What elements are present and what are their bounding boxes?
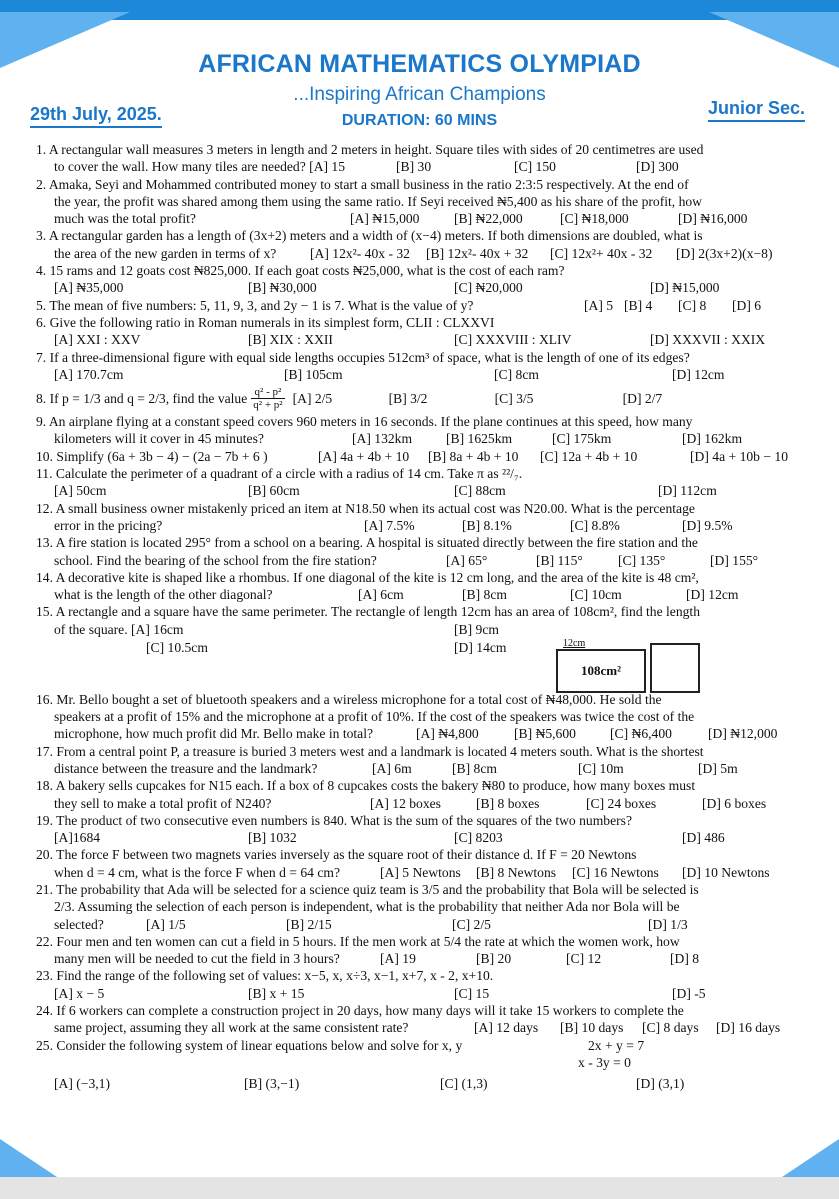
option-d: [D] ₦12,000	[708, 726, 778, 742]
question-text: 25. Consider the following system of linear equations below and solve for x, y	[36, 1037, 463, 1053]
question-11	[36, 465, 808, 500]
option-a: [A] 5 Newtons	[380, 864, 461, 880]
question-15-body	[36, 621, 808, 691]
question-10	[36, 448, 808, 465]
question-19	[36, 812, 808, 847]
option-d: [D] 16 days	[716, 1020, 781, 1036]
question-13	[36, 534, 808, 569]
option-b: [B] 1625km	[446, 431, 513, 447]
answer-options	[36, 864, 808, 881]
answer-options	[36, 517, 808, 534]
question-20	[36, 846, 808, 881]
question-text-line: kilometers will it cover in 45 minutes?	[54, 431, 264, 447]
answer-options	[36, 430, 808, 447]
option-b: [B] ₦5,600	[514, 726, 576, 742]
answer-options	[36, 210, 808, 227]
option-d: [D] 112cm	[658, 483, 717, 499]
bottom-band	[0, 1177, 839, 1199]
question-text-line: much was the total profit?	[54, 211, 196, 227]
option-c: [C] 16 Newtons	[572, 864, 659, 880]
answer-options	[36, 829, 808, 846]
option-d: [D] 8	[670, 951, 700, 967]
question-text: 13. A fire station is located 295° from a school on a bearing. A hospital is situated directly between the fire station and the	[36, 535, 698, 551]
rectangle-area-label: 108cm²	[581, 663, 621, 679]
fraction-numerator: q² - p²	[251, 386, 284, 399]
answer-options	[36, 245, 808, 262]
question-text-line: the area of the new garden in terms of x?	[54, 245, 277, 261]
question-text-line: same project, assuming they all work at the same consistent rate?	[54, 1020, 409, 1036]
option-b: [B] (3,−1)	[244, 1075, 300, 1091]
question-text: 3. A rectangular garden has a length of (3x+2) meters and a width of (x−4) meters. If both dimensions are doubled, what is	[36, 228, 703, 244]
answer-options	[36, 985, 808, 1002]
question-17	[36, 743, 808, 778]
option-c: [C] 88cm	[454, 483, 506, 499]
option-a: [A] 1/5	[146, 916, 186, 932]
option-d: [D] 12cm	[672, 366, 725, 382]
option-d: [D] 4a + 10b − 10	[690, 448, 789, 464]
option-d: [D] XXXVII : XXIX	[650, 332, 766, 348]
question-18	[36, 777, 808, 812]
option-a: [A] 7.5%	[364, 517, 415, 533]
question-text: 16. Mr. Bello bought a set of bluetooth speakers and a wireless microphone for a total cost of ₦48,000. He sold the	[36, 691, 662, 707]
question-1	[36, 141, 808, 176]
option-a: [A] 170.7cm	[54, 366, 124, 382]
option-a: [A] 132km	[352, 431, 413, 447]
question-text: 5. The mean of five numbers: 5, 11, 9, 3, and 2y − 1 is 7. What is the value of y?	[36, 297, 474, 313]
question-text: 14. A decorative kite is shaped like a rhombus. If one diagonal of the kite is 12 cm long, and the area of the kite is 48 cm²,	[36, 569, 699, 585]
option-b: [B] 4	[624, 297, 653, 313]
answer-options	[36, 1075, 826, 1092]
question-15	[36, 603, 808, 690]
option-d: [D] ₦16,000	[678, 211, 748, 227]
option-c: [C] ₦18,000	[560, 211, 629, 227]
option-d: [D] ₦15,000	[650, 280, 720, 296]
option-d: [D] 6	[732, 297, 762, 313]
option-b: [B] 9cm	[454, 621, 499, 637]
option-b: [B] 12x²- 40x + 32	[426, 245, 529, 261]
option-b: [B] 8cm	[452, 760, 497, 776]
question-text: 24. If 6 workers can complete a construction project in 20 days, how many days will it take 15 workers to complete the	[36, 1003, 684, 1019]
option-b: [B] 1032	[248, 830, 297, 846]
question-text-line: to cover the wall. How many tiles are needed? [A] 15	[54, 159, 346, 175]
answer-options	[36, 760, 808, 777]
option-c: [C] XXXVIII : XLIV	[454, 332, 572, 348]
option-d: [D] 12cm	[686, 587, 739, 603]
question-text: 20. The force F between two magnets varies inversely as the square root of their distance d. If F = 20 Newtons	[36, 847, 637, 863]
question-23	[36, 967, 808, 1002]
answer-options	[36, 916, 808, 933]
option-c: [C] (1,3)	[440, 1075, 488, 1091]
option-c: [C] 15	[454, 985, 490, 1001]
option-a: [A] 5	[584, 297, 614, 313]
option-b: [B] 8.1%	[462, 517, 512, 533]
question-text: 19. The product of two consecutive even numbers is 840. What is the sum of the squares of the two numbers?	[36, 812, 632, 828]
option-d: [D] 162km	[682, 431, 743, 447]
question-text-line: selected?	[54, 916, 104, 932]
question-text: 8. If p = 1/3 and q = 2/3, find the value	[36, 390, 248, 406]
rectangle-figure	[556, 649, 646, 693]
question-text: 11. Calculate the perimeter of a quadrant of a circle with a radius of 14 cm. Take π as ²²/₇.	[36, 466, 523, 482]
question-7	[36, 349, 808, 384]
option-a: [A] 6m	[372, 760, 412, 776]
answer-options	[36, 950, 808, 967]
option-d: [D] 10 Newtons	[682, 864, 770, 880]
question-6	[36, 314, 808, 349]
answer-options	[36, 1019, 808, 1036]
question-text: 22. Four men and ten women can cut a field in 5 hours. If the men work at 5/4 the rate at which the women work, how	[36, 933, 680, 949]
option-d: [D] 5m	[698, 760, 738, 776]
tagline: ...Inspiring African Champions	[293, 84, 546, 105]
answer-options	[36, 279, 808, 296]
option-a: [A] ₦35,000	[54, 280, 124, 296]
question-text-line: they sell to make a total profit of N240?	[54, 795, 272, 811]
question-text-line: microphone, how much profit did Mr. Bello make in total?	[54, 726, 374, 742]
option-c: [C] ₦20,000	[454, 280, 523, 296]
option-b: [B] 2/15	[286, 916, 332, 932]
option-a: [A] x − 5	[54, 985, 105, 1001]
option-b: [B] 3/2	[388, 390, 428, 406]
option-a: [A] ₦15,000	[350, 211, 420, 227]
option-d: [D] 2(3x+2)(x−8)	[676, 245, 773, 261]
option-c: [C] 8203	[454, 830, 503, 846]
question-text: 17. From a central point P, a treasure is buried 3 meters west and a landmark is located 4 meters south. What is the shortest	[36, 743, 704, 759]
option-d: [D] -5	[672, 985, 706, 1001]
question-text: 12. A small business owner mistakenly priced an item at N18.50 when its actual cost was N20.00. What is the percentage	[36, 500, 695, 516]
question-text: 6. Give the following ratio in Roman numerals in its simplest form, CLII : CLXXVI	[36, 314, 495, 330]
option-a: [A] XXI : XXV	[54, 332, 141, 348]
option-c: [C] 10cm	[570, 587, 622, 603]
option-c: [C] 12	[566, 951, 602, 967]
question-5	[36, 297, 808, 314]
option-c: [C] 12x²+ 40x - 32	[550, 245, 653, 261]
option-b: [B] ₦22,000	[454, 211, 523, 227]
question-25	[36, 1037, 808, 1107]
option-c: [C] 8cm	[494, 366, 539, 382]
answer-options	[36, 552, 808, 569]
question-22	[36, 933, 808, 968]
option-d: [D] 300	[636, 159, 679, 175]
option-a: [A] 4a + 4b + 10	[318, 448, 410, 464]
question-text-line: many men will be needed to cut the field in 3 hours?	[54, 951, 340, 967]
fraction-expression	[251, 386, 284, 411]
option-c: [C] 8.8%	[570, 517, 620, 533]
rectangle-length-label: 12cm	[563, 637, 586, 649]
option-c: [C] 2/5	[452, 916, 491, 932]
option-a: [A] 50cm	[54, 483, 107, 499]
question-text-line: distance between the treasure and the landmark?	[54, 760, 318, 776]
question-9	[36, 413, 808, 448]
fraction-denominator: q² + p²	[253, 398, 283, 411]
question-16	[36, 691, 808, 743]
option-b: [B] ₦30,000	[248, 280, 317, 296]
question-text: 2. Amaka, Seyi and Mohammed contributed money to start a small business in the ratio 2:3:5 respectively. At the end of	[36, 176, 689, 192]
exam-level: Junior Sec.	[708, 98, 805, 122]
page-title: AFRICAN MATHEMATICS OLYMPIAD	[198, 50, 641, 78]
option-b: [B] 115°	[536, 552, 583, 568]
option-d: [D] (3,1)	[636, 1075, 685, 1091]
option-a: [A] 6cm	[358, 587, 404, 603]
square-figure	[650, 643, 700, 693]
question-text-line: speakers at a profit of 15% and the microphone at a profit of 10%. If the cost of the speakers was twice the cost of the	[54, 709, 695, 725]
question-text: 4. 15 rams and 12 goats cost ₦825,000. If each goat costs ₦25,000, what is the cost of each ram?	[36, 263, 565, 279]
equation-2: x - 3y = 0	[578, 1054, 631, 1070]
question-text-line: of the square. [A] 16cm	[54, 621, 184, 637]
equation-1: 2x + y = 7	[588, 1037, 645, 1053]
option-a: [A]1684	[54, 830, 101, 846]
question-text: 18. A bakery sells cupcakes for N15 each. If a box of 8 cupcakes costs the bakery ₦80 to produce, how many boxes must	[36, 778, 696, 794]
option-d: [D] 1/3	[648, 916, 688, 932]
answer-options	[36, 366, 808, 383]
option-d: [D] 2/7	[622, 390, 663, 406]
option-a: [A] (−3,1)	[54, 1075, 110, 1091]
question-text-line: the year, the profit was shared among them using the same ratio. If Seyi received ₦5,400 as his share of the profit, how	[54, 193, 702, 209]
option-b: [B] 8 Newtons	[476, 864, 557, 880]
answer-options	[36, 725, 808, 742]
answer-options	[36, 482, 808, 499]
question-text-line: when d = 4 cm, what is the force F when d = 64 cm?	[54, 864, 341, 880]
question-text-line: error in the pricing?	[54, 517, 163, 533]
option-c: [C] 175km	[552, 431, 612, 447]
option-d: [D] 9.5%	[682, 517, 733, 533]
option-c: [C] 8 days	[642, 1020, 699, 1036]
option-b: [B] XIX : XXII	[248, 332, 333, 348]
question-21	[36, 881, 808, 933]
question-text-line: what is the length of the other diagonal?	[54, 587, 273, 603]
option-b: [B] 60cm	[248, 483, 300, 499]
option-d: [D] 14cm	[454, 639, 507, 655]
option-b: [B] 10 days	[560, 1020, 624, 1036]
answer-options	[36, 586, 808, 603]
option-b: [B] 20	[476, 951, 512, 967]
option-b: [B] 8 boxes	[476, 795, 540, 811]
option-c: [C] 12a + 4b + 10	[540, 448, 638, 464]
question-text: 9. An airplane flying at a constant speed covers 960 meters in 16 seconds. If the plane continues at this speed, how many	[36, 414, 693, 430]
option-b: [B] 30	[396, 159, 432, 175]
option-a: [A] 12 days	[474, 1020, 539, 1036]
question-text: 10. Simplify (6a + 3b − 4) − (2a − 7b + 6 )	[36, 448, 268, 464]
option-c: [C] 135°	[618, 552, 666, 568]
question-14	[36, 569, 808, 604]
answer-options	[36, 331, 808, 348]
question-4	[36, 262, 808, 297]
option-b: [B] 105cm	[284, 366, 343, 382]
option-c: [C] 150	[514, 159, 556, 175]
option-b: [B] 8cm	[462, 587, 507, 603]
question-3	[36, 227, 808, 262]
question-8	[36, 383, 808, 413]
option-a: [A] 65°	[446, 552, 488, 568]
question-24	[36, 1002, 808, 1037]
question-text: 7. If a three-dimensional figure with equal side lengths occupies 512cm³ of space, what is the length of one of its edges?	[36, 349, 690, 365]
option-a: [A] 19	[380, 951, 416, 967]
option-a: [A] 2/5	[292, 390, 333, 406]
exam-date: 29th July, 2025.	[30, 104, 162, 128]
option-d: [D] 155°	[710, 552, 759, 568]
option-c: [C] 24 boxes	[586, 795, 657, 811]
question-text-line: 2/3. Assuming the selection of each person is independent, what is the probability that neither Ada nor Bola will be	[54, 899, 680, 915]
option-a: [A] 12 boxes	[370, 795, 441, 811]
question-2	[36, 176, 808, 228]
answer-options	[36, 158, 808, 175]
option-d: [D] 486	[682, 830, 725, 846]
option-c: [C] ₦6,400	[610, 726, 672, 742]
option-d: [D] 6 boxes	[702, 795, 767, 811]
question-text: 23. Find the range of the following set of values: x−5, x, x÷3, x−1, x+7, x - 2, x+10.	[36, 968, 494, 984]
question-text: 21. The probability that Ada will be selected for a science quiz team is 3/5 and the probability that Bola will be selected is	[36, 881, 699, 897]
option-c: [C] 10m	[578, 760, 624, 776]
question-text-line: school. Find the bearing of the school from the fire station?	[54, 552, 377, 568]
option-b: [B] x + 15	[248, 985, 305, 1001]
option-c: [C] 3/5	[494, 390, 534, 406]
answer-options	[36, 795, 808, 812]
exam-duration: DURATION: 60 MINS	[341, 112, 498, 129]
option-c: [C] 10.5cm	[146, 639, 208, 655]
option-c: [C] 8	[678, 297, 707, 313]
question-list	[36, 141, 808, 1107]
question-text: 15. A rectangle and a square have the same perimeter. The rectangle of length 12cm has an area of 108cm², find the length	[36, 604, 701, 620]
option-a: [A] 12x²- 40x - 32	[310, 245, 410, 261]
option-a: [A] ₦4,800	[416, 726, 479, 742]
option-b: [B] 8a + 4b + 10	[428, 448, 519, 464]
question-12	[36, 500, 808, 535]
question-text: 1. A rectangular wall measures 3 meters in length and 2 meters in height. Square tiles with sides of 20 centimetres are used	[36, 142, 704, 157]
